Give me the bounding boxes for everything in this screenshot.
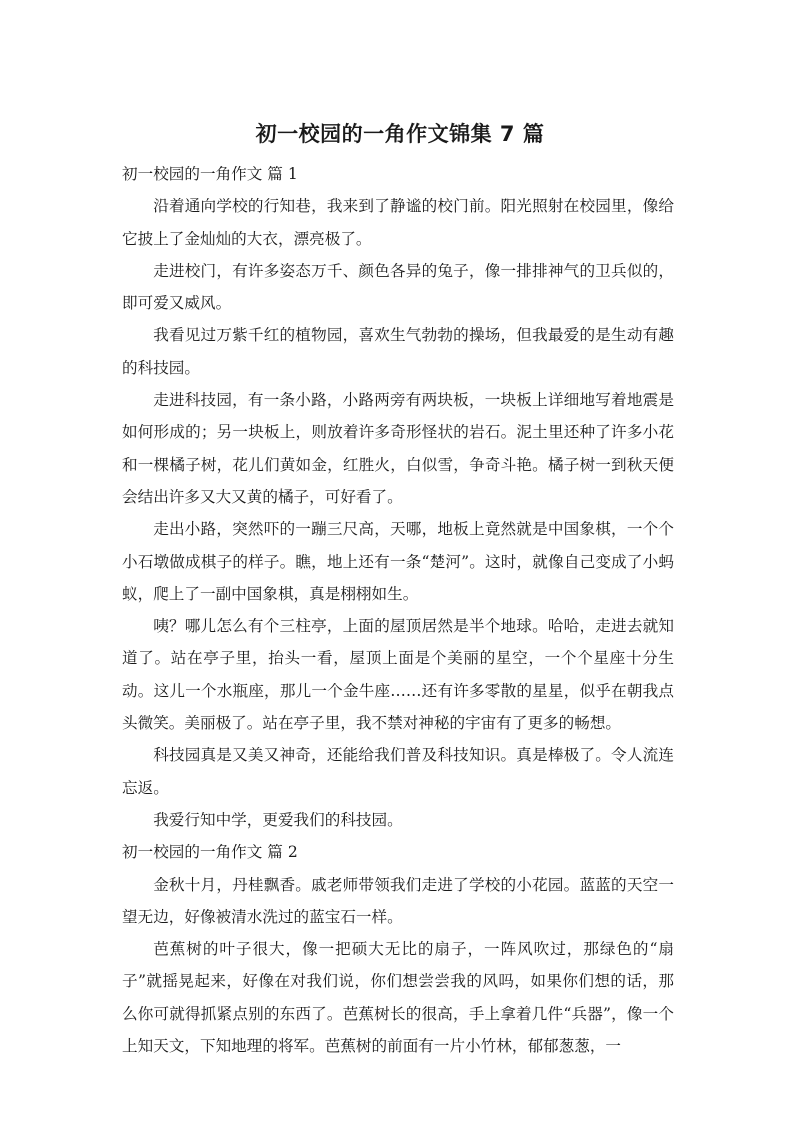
- paragraph: 金秋十月，丹桂飘香。戚老师带领我们走进了学校的小花园。蓝蓝的天空一望无边，好像被清水洗过的蓝宝石一样。: [122, 875, 674, 926]
- paragraph: 走进科技园，有一条小路，小路两旁有两块板，一块板上详细地写着地震是如何形成的；另一块板上，则放着许多奇形怪状的岩石。泥土里还种了许多小花和一棵橘子树，花儿们黄如金，红胜火，白似雪，争奇斗艳。橘子树一到秋天便会结出许多又大又黄的橘子，可好看了。: [122, 391, 674, 506]
- paragraph: 科技园真是又美又神奇，还能给我们普及科技知识。真是棒极了。令人流连忘返。: [122, 746, 674, 797]
- paragraph: 走进校门，有许多姿态万千、颜色各异的兔子，像一排排神气的卫兵似的，即可爱又威风。: [122, 261, 674, 313]
- paragraph: 咦？哪儿怎么有个三柱亭，上面的屋顶居然是半个地球。哈哈，走进去就知道了。站在亭子里，抬头一看，屋顶上面是个美丽的星空，一个个星座十分生动。这儿一个水瓶座，那儿一个金牛座……还有许多零散的星星，似乎在朝我点头微笑。美丽极了。站在亭子里，我不禁对神秘的宇宙有了更多的畅想。: [122, 617, 674, 733]
- section-heading: 初一校园的一角作文 篇 1: [122, 165, 298, 183]
- paragraph: 走出小路，突然吓的一蹦三尺高，天哪，地板上竟然就是中国象棋，一个个小石墩做成棋子的样子。瞧，地上还有一条“楚河”。这时，就像自己变成了小蚂蚁，爬上了一副中国象棋，真是栩栩如生。: [122, 520, 674, 603]
- paragraph: 沿着通向学校的行知巷，我来到了静谧的校门前。阳光照射在校园里，像给它披上了金灿灿的大衣，漂亮极了。: [122, 197, 674, 248]
- document-body: [122, 158, 674, 1062]
- paragraph: 我爱行知中学，更爱我们的科技园。: [153, 810, 403, 829]
- section-heading: 初一校园的一角作文 篇 2: [122, 843, 298, 862]
- document-title: 初一校园的一角作文锦集 7 篇: [255, 122, 545, 146]
- paragraph: 芭蕉树的叶子很大，像一把硕大无比的扇子，一阵风吹过，那绿色的“扇子”就摇晃起来，好像在对我们说，你们想尝尝我的风吗，如果你们想的话，那么你可就得抓紧点别的东西了。芭蕉树长的很高，手上拿着几件“兵器”，像一个上知天文，下知地理的将军。芭蕉树的前面有一片小竹林，郁郁葱葱，一: [122, 940, 674, 1056]
- paragraph: 我看见过万紫千红的植物园，喜欢生气勃勃的操场，但我最爱的是生动有趣的科技园。: [122, 326, 674, 377]
